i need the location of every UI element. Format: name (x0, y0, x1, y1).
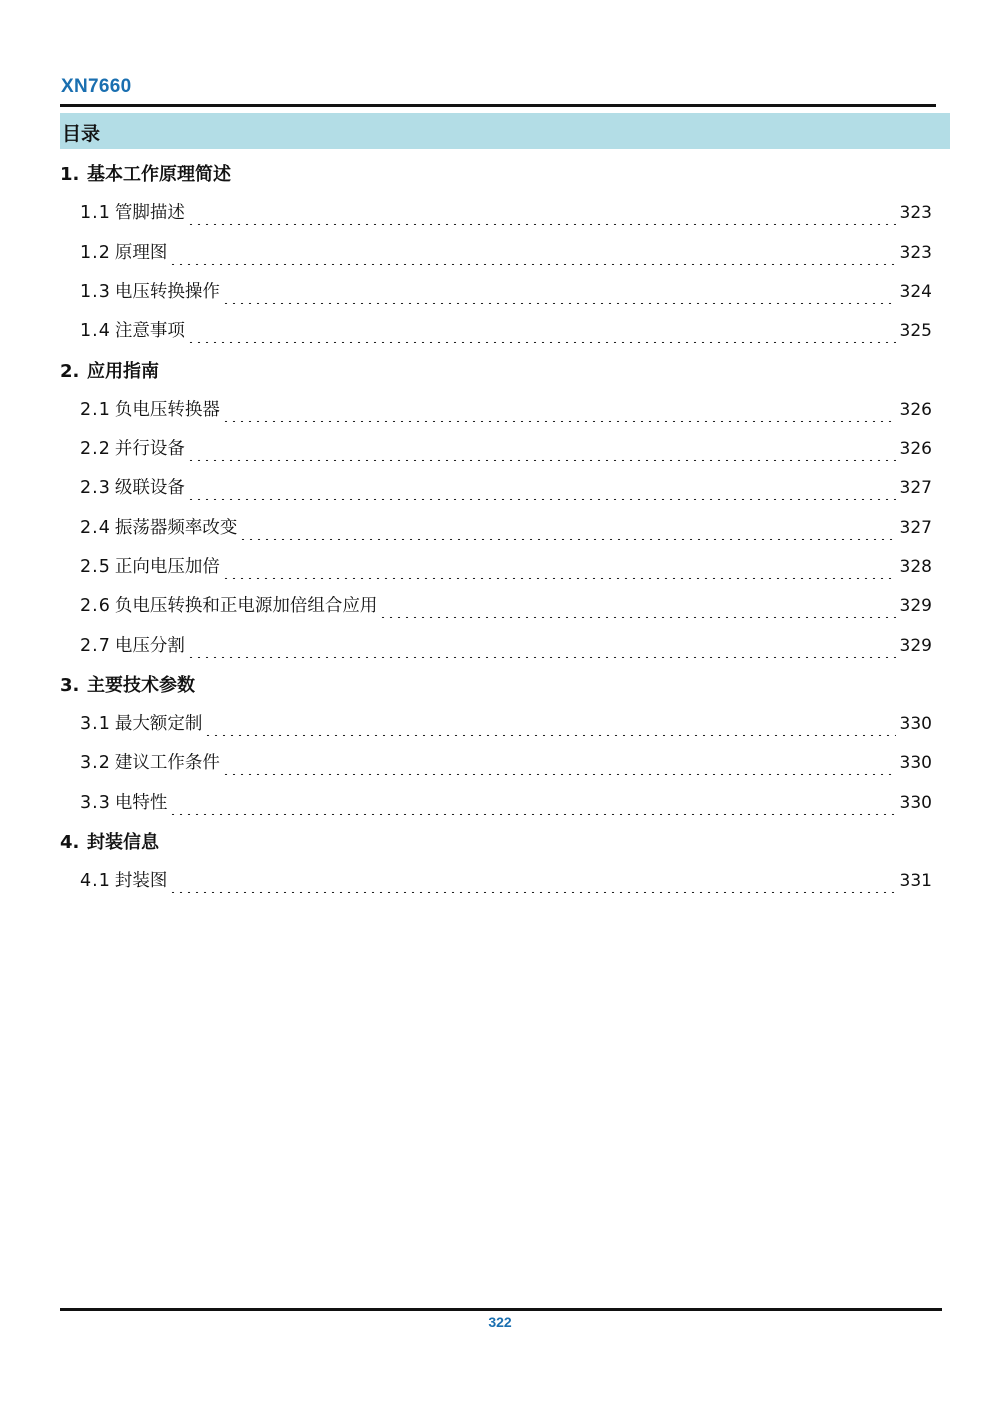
entry-title: 级联设备 (114, 478, 185, 498)
entry-page-number: 326 (899, 400, 932, 420)
entry-title: 封装图 (114, 871, 168, 891)
toc-entry[interactable] (80, 592, 932, 618)
section-number: 3. (60, 675, 80, 696)
entry-page-number: 323 (899, 243, 932, 263)
section-title: 基本工作原理简述 (87, 164, 231, 185)
entry-page-number: 331 (899, 871, 932, 891)
entry-number: 1.3 (80, 282, 111, 302)
entry-title: 建议工作条件 (114, 753, 220, 773)
document-header-title: XN7660 (61, 76, 132, 97)
dot-leader (187, 203, 896, 225)
dot-leader (239, 518, 895, 540)
toc-entry[interactable] (80, 632, 932, 658)
entry-title: 正向电压加倍 (114, 557, 220, 577)
dot-leader (187, 478, 896, 500)
section-title: 应用指南 (87, 361, 159, 382)
dot-leader (222, 400, 896, 422)
entry-page-number: 325 (899, 321, 932, 341)
entry-title: 并行设备 (114, 439, 185, 459)
entry-number: 3.1 (80, 714, 111, 734)
toc-entry[interactable] (80, 278, 932, 304)
toc-entry[interactable] (80, 514, 932, 540)
toc-entry[interactable] (80, 867, 932, 893)
entry-number: 2.5 (80, 557, 111, 577)
footer-divider (60, 1308, 942, 1311)
entry-page-number: 328 (899, 557, 932, 577)
entry-page-number: 326 (899, 439, 932, 459)
toc-entry[interactable] (80, 199, 932, 225)
entry-title: 管脚描述 (114, 203, 185, 223)
entry-page-number: 329 (899, 636, 932, 656)
entry-title: 最大额定制 (114, 714, 203, 734)
entry-title: 原理图 (114, 243, 168, 263)
entry-page-number: 330 (899, 753, 932, 773)
entry-number: 2.6 (80, 596, 111, 616)
entry-number: 2.1 (80, 400, 111, 420)
toc-entry[interactable] (80, 317, 932, 343)
entry-title: 电特性 (114, 793, 168, 813)
section-number: 2. (60, 361, 80, 382)
entry-number: 1.4 (80, 321, 111, 341)
header-divider (60, 104, 936, 107)
dot-leader (169, 243, 895, 265)
entry-number: 2.4 (80, 518, 111, 538)
entry-number: 2.7 (80, 636, 111, 656)
entry-page-number: 327 (899, 478, 932, 498)
dot-leader (204, 714, 895, 736)
entry-title: 振荡器频率改变 (114, 518, 238, 538)
toc-entry[interactable] (80, 239, 932, 265)
dot-leader (187, 636, 896, 658)
toc-entry[interactable] (80, 396, 932, 422)
entry-title: 电压转换操作 (114, 282, 220, 302)
section-number: 1. (60, 164, 80, 185)
entry-title: 负电压转换和正电源加倍组合应用 (114, 596, 378, 616)
entry-page-number: 330 (899, 793, 932, 813)
toc-entry[interactable] (80, 553, 932, 579)
entry-number: 1.2 (80, 243, 111, 263)
section-title: 封装信息 (87, 832, 159, 853)
toc-section-heading[interactable] (60, 357, 159, 383)
dot-leader (169, 871, 895, 893)
dot-leader (222, 557, 896, 579)
entry-title: 电压分割 (114, 636, 185, 656)
entry-page-number: 330 (899, 714, 932, 734)
toc-section-heading[interactable] (60, 671, 195, 697)
dot-leader (222, 282, 896, 304)
entry-number: 3.3 (80, 793, 111, 813)
entry-number: 1.1 (80, 203, 111, 223)
toc-entry[interactable] (80, 789, 932, 815)
entry-title: 注意事项 (114, 321, 185, 341)
toc-entry[interactable] (80, 749, 932, 775)
toc-title-bar (60, 113, 950, 149)
toc-entry[interactable] (80, 710, 932, 736)
entry-number: 4.1 (80, 871, 111, 891)
toc-entry[interactable] (80, 474, 932, 500)
toc-entry[interactable] (80, 435, 932, 461)
dot-leader (169, 793, 895, 815)
section-title: 主要技术参数 (87, 675, 195, 696)
dot-leader (187, 321, 896, 343)
entry-number: 2.2 (80, 439, 111, 459)
entry-number: 3.2 (80, 753, 111, 773)
dot-leader (222, 753, 896, 775)
section-number: 4. (60, 832, 80, 853)
dot-leader (379, 596, 895, 618)
entry-page-number: 327 (899, 518, 932, 538)
entry-page-number: 329 (899, 596, 932, 616)
entry-title: 负电压转换器 (114, 400, 220, 420)
toc-title: 目录 (62, 123, 101, 145)
toc-section-heading[interactable] (60, 828, 159, 854)
entry-number: 2.3 (80, 478, 111, 498)
toc-section-heading[interactable] (60, 160, 231, 186)
dot-leader (187, 439, 896, 461)
page-number: 322 (488, 1314, 512, 1330)
entry-page-number: 323 (899, 203, 932, 223)
entry-page-number: 324 (899, 282, 932, 302)
